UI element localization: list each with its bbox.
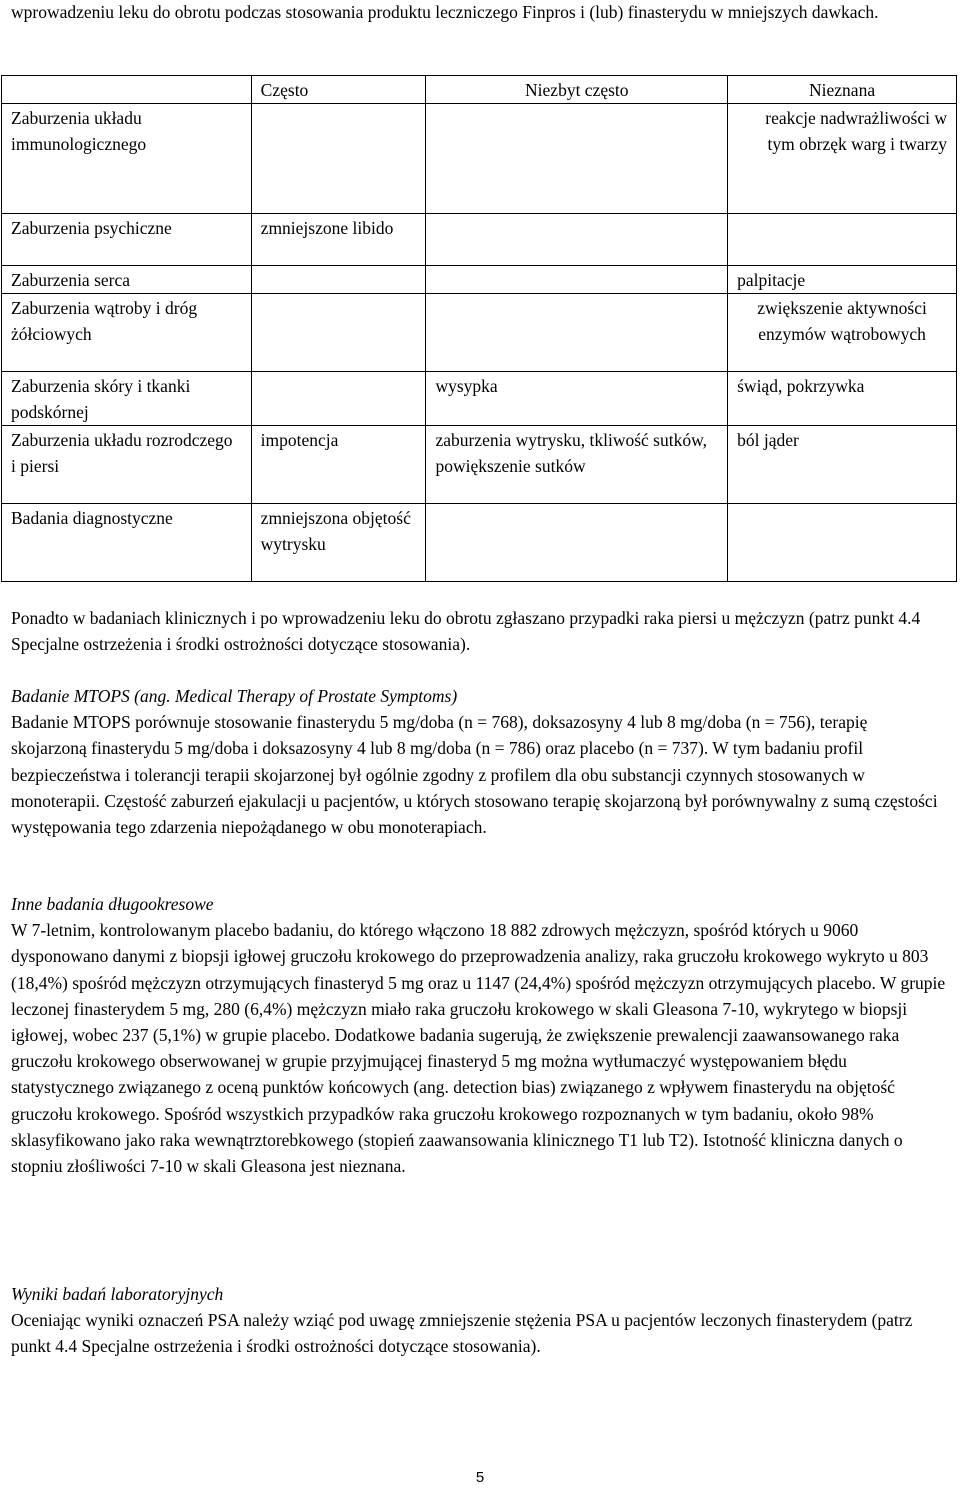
often-cell	[251, 294, 426, 372]
often-cell: zmniejszona objętość wytrysku	[251, 504, 426, 582]
organ-cell: Zaburzenia skóry i tkanki podskórnej	[2, 372, 252, 426]
table-row	[2, 214, 957, 266]
mtops-body: Badanie MTOPS porównuje stosowanie finasterydu 5 mg/doba (n = 768), doksazosyny 4 lub 8 mg/doba (n = 756), terapię skojarzoną finasterydu 5 mg/doba i doksazosyny 4 lub 8 mg/doba (n = 786) oraz placebo (n = 737). W tym badaniu profil bezpieczeństwa i tolerancji terapii skojarzonej był ogólnie zgodny z profilem dla obu substancji czynnych stosowanych w monoterapii. Częstość zaburzeń ejakulacji u pacjentów, u których stosowano terapię skojarzoną był porównywalny z sumą częstości występowania tego zdarzenia niepożądanego w obu monoterapiach.	[11, 712, 938, 838]
often-cell: zmniejszone libido	[251, 214, 426, 266]
cancer-paragraph-section	[11, 605, 947, 657]
uncommon-cell	[426, 104, 728, 214]
uncommon-cell	[426, 294, 728, 372]
organ-cell: Badania diagnostyczne	[2, 504, 252, 582]
mtops-heading: Badanie MTOPS (ang. Medical Therapy of Prostate Symptoms)	[11, 686, 458, 706]
header-cell-often: Często	[251, 76, 426, 104]
header-cell-empty	[2, 76, 252, 104]
unknown-cell	[728, 214, 957, 266]
organ-cell: Zaburzenia układu immunologicznego	[2, 104, 252, 214]
table-row	[2, 426, 957, 504]
unknown-cell	[728, 504, 957, 582]
page-number: 5	[475, 1469, 485, 1486]
organ-cell: Zaburzenia serca	[2, 266, 252, 294]
header-cell-unknown: Nieznana	[728, 76, 957, 104]
uncommon-cell	[426, 214, 728, 266]
often-cell	[251, 104, 426, 214]
cancer-paragraph: Ponadto w badaniach klinicznych i po wprowadzeniu leku do obrotu zgłaszano przypadki raka piersi u mężczyzn (patrz punkt 4.4 Specjalne ostrzeżenia i środki ostrożności dotyczące stosowania).	[11, 608, 921, 655]
organ-cell: Zaburzenia psychiczne	[2, 214, 252, 266]
lab-body: Oceniając wyniki oznaczeń PSA należy wziąć pod uwagę zmniejszenie stężenia PSA u pacjentów leczonych finasterydem (patrz punkt 4.4 Specjalne ostrzeżenia i środki ostrożności dotyczące stosowania).	[11, 1310, 913, 1357]
header-cell-uncommon: Niezbyt często	[426, 76, 728, 104]
adverse-events-table	[1, 75, 957, 582]
mtops-section	[11, 683, 947, 840]
organ-cell: Zaburzenia wątroby i dróg żółciowych	[2, 294, 252, 372]
table-row	[2, 294, 957, 372]
table-row	[2, 372, 957, 426]
table-header-row	[2, 76, 957, 104]
unknown-cell: ból jąder	[728, 426, 957, 504]
uncommon-cell: zaburzenia wytrysku, tkliwość sutków, powiększenie sutków	[426, 426, 728, 504]
unknown-cell: reakcje nadwrażliwości w tym obrzęk warg i twarzy	[728, 104, 957, 214]
often-cell	[251, 266, 426, 294]
uncommon-cell	[426, 504, 728, 582]
often-cell: impotencja	[251, 426, 426, 504]
table-row	[2, 104, 957, 214]
table-row	[2, 266, 957, 294]
lab-section	[11, 1281, 947, 1360]
unknown-cell: palpitacje	[728, 266, 957, 294]
longterm-section	[11, 891, 947, 1179]
table-row	[2, 504, 957, 582]
uncommon-cell: wysypka	[426, 372, 728, 426]
unknown-cell: zwiększenie aktywności enzymów wątrobowych	[728, 294, 957, 372]
lab-heading: Wyniki badań laboratoryjnych	[11, 1284, 224, 1304]
uncommon-cell	[426, 266, 728, 294]
longterm-heading: Inne badania długookresowe	[11, 894, 214, 914]
often-cell	[251, 372, 426, 426]
unknown-cell: świąd, pokrzywka	[728, 372, 957, 426]
organ-cell: Zaburzenia układu rozrodczego i piersi	[2, 426, 252, 504]
intro-fragment: wprowadzeniu leku do obrotu podczas stosowania produktu leczniczego Finpros i (lub) finasterydu w mniejszych dawkach.	[11, 2, 879, 22]
longterm-body: W 7-letnim, kontrolowanym placebo badaniu, do którego włączono 18 882 zdrowych mężczyzn, spośród których u 9060 dysponowano danymi z biopsji igłowej gruczołu krokowego do przeprowadzenia analizy, raka gruczołu krokowego wykryto u 803 (18,4%) spośród mężczyzn otrzymujących finasteryd 5 mg oraz u 1147 (24,4%) spośród mężczyzn otrzymujących placebo. W grupie leczonej finasterydem 5 mg, 280 (6,4%) mężczyzn miało raka gruczołu krokowego w skali Gleasona 7-10, wykrytego w biopsji igłowej, wobec 237 (5,1%) w grupie placebo. Dodatkowe badania sugerują, że zwiększenie prewalencji zaawansowanego raka gruczołu krokowego obserwowanej w grupie przyjmującej finasteryd 5 mg można wytłumaczyć występowaniem błędu statystycznego związanego z oceną punktów końcowych (ang. detection bias) związanego z wpływem finasterydu na objętość gruczołu krokowego. Spośród wszystkich przypadków raka gruczołu krokowego rozpoznanych w tym badaniu, około 98% sklasyfikowano jako raka wewnątrztorebkowego (stopień zaawansowania klinicznego T1 lub T2). Istotność kliniczna danych o stopniu złośliwości 7-10 w skali Gleasona jest nieznana.	[11, 920, 946, 1177]
